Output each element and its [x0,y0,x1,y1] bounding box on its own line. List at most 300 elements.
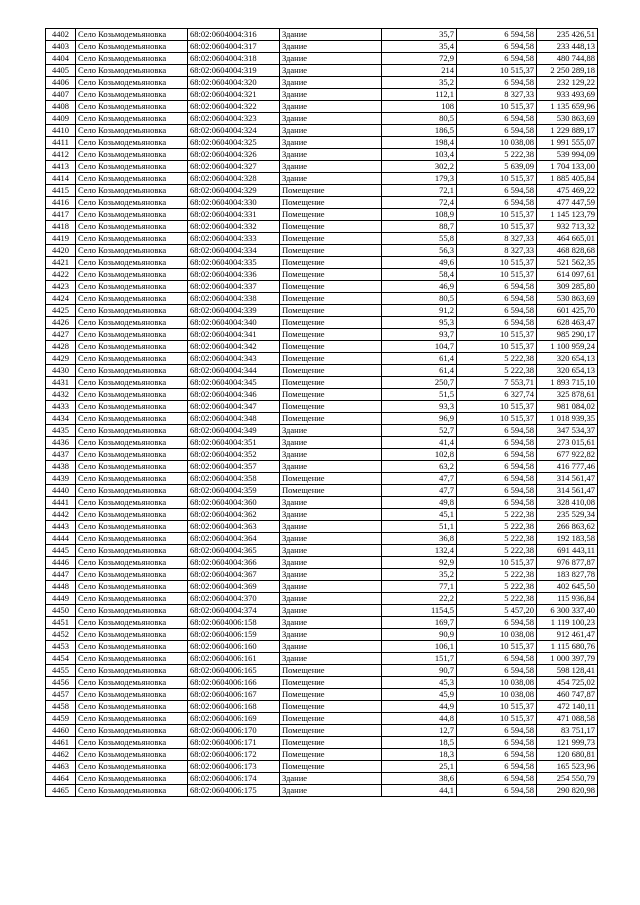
cadastral-value-cell: 314 561,47 [537,473,598,485]
object-type-cell: Здание [280,785,382,797]
row-number-cell: 4459 [46,713,76,725]
table-row [46,773,598,785]
cadastral-value-cell: 83 751,17 [537,725,598,737]
object-type-cell: Здание [280,437,382,449]
cadastral-value-cell: 539 994,09 [537,149,598,161]
cadastral-value-cell: 347 534,37 [537,425,598,437]
object-type-cell: Помещение [280,197,382,209]
specific-value-cell: 6 594,58 [457,617,537,629]
settlement-name-cell: Село Козьмодемьяновка [76,557,188,569]
specific-value-cell: 10 515,37 [457,173,537,185]
specific-value-cell: 6 594,58 [457,77,537,89]
row-number-cell: 4444 [46,533,76,545]
specific-value-cell: 6 594,58 [457,425,537,437]
row-number-cell: 4411 [46,137,76,149]
specific-value-cell: 6 594,58 [457,113,537,125]
settlement-name-cell: Село Козьмодемьяновка [76,365,188,377]
area-cell: 45,9 [382,689,457,701]
row-number-cell: 4451 [46,617,76,629]
area-cell: 96,9 [382,413,457,425]
area-cell: 95,3 [382,317,457,329]
cadastral-number-cell: 68:02:0604004:370 [188,593,280,605]
cadastral-number-cell: 68:02:0604006:168 [188,701,280,713]
row-number-cell: 4414 [46,173,76,185]
object-type-cell: Здание [280,593,382,605]
area-cell: 90,9 [382,629,457,641]
area-cell: 51,5 [382,389,457,401]
table-row [46,341,598,353]
settlement-name-cell: Село Козьмодемьяновка [76,173,188,185]
cadastral-number-cell: 68:02:0604004:322 [188,101,280,113]
object-type-cell: Здание [280,533,382,545]
cadastral-value-cell: 932 713,32 [537,221,598,233]
cadastral-value-cell: 912 461,47 [537,629,598,641]
object-type-cell: Здание [280,653,382,665]
object-type-cell: Помещение [280,329,382,341]
cadastral-value-cell: 598 128,41 [537,665,598,677]
cadastral-value-cell: 273 015,61 [537,437,598,449]
object-type-cell: Помещение [280,689,382,701]
specific-value-cell: 10 515,37 [457,641,537,653]
row-number-cell: 4453 [46,641,76,653]
settlement-name-cell: Село Козьмодемьяновка [76,89,188,101]
row-number-cell: 4426 [46,317,76,329]
table-row [46,41,598,53]
area-cell: 186,5 [382,125,457,137]
settlement-name-cell: Село Козьмодемьяновка [76,713,188,725]
cadastral-value-cell: 121 999,73 [537,737,598,749]
area-cell: 44,1 [382,785,457,797]
object-type-cell: Помещение [280,701,382,713]
cadastral-value-cell: 115 936,84 [537,593,598,605]
row-number-cell: 4438 [46,461,76,473]
cadastral-number-cell: 68:02:0604004:363 [188,521,280,533]
settlement-name-cell: Село Козьмодемьяновка [76,101,188,113]
cadastral-number-cell: 68:02:0604006:174 [188,773,280,785]
object-type-cell: Здание [280,773,382,785]
cadastral-value-cell: 530 863,69 [537,293,598,305]
object-type-cell: Здание [280,461,382,473]
table-row [46,317,598,329]
row-number-cell: 4406 [46,77,76,89]
area-cell: 92,9 [382,557,457,569]
cadastral-value-cell: 1 229 889,17 [537,125,598,137]
settlement-name-cell: Село Козьмодемьяновка [76,281,188,293]
cadastral-number-cell: 68:02:0604004:359 [188,485,280,497]
settlement-name-cell: Село Козьмодемьяновка [76,209,188,221]
area-cell: 47,7 [382,473,457,485]
cadastral-value-cell: 521 562,35 [537,257,598,269]
object-type-cell: Здание [280,509,382,521]
table-row [46,29,598,41]
settlement-name-cell: Село Козьмодемьяновка [76,617,188,629]
table-row [46,413,598,425]
settlement-name-cell: Село Козьмодемьяновка [76,689,188,701]
row-number-cell: 4461 [46,737,76,749]
area-cell: 108,9 [382,209,457,221]
specific-value-cell: 10 515,37 [457,413,537,425]
area-cell: 25,1 [382,761,457,773]
settlement-name-cell: Село Козьмодемьяновка [76,41,188,53]
cadastral-value-cell: 1 704 133,00 [537,161,598,173]
table-row [46,581,598,593]
area-cell: 56,3 [382,245,457,257]
specific-value-cell: 10 515,37 [457,713,537,725]
cadastral-number-cell: 68:02:0604006:160 [188,641,280,653]
settlement-name-cell: Село Козьмодемьяновка [76,125,188,137]
object-type-cell: Помещение [280,221,382,233]
object-type-cell: Здание [280,53,382,65]
area-cell: 35,4 [382,41,457,53]
area-cell: 102,8 [382,449,457,461]
row-number-cell: 4452 [46,629,76,641]
object-type-cell: Здание [280,77,382,89]
specific-value-cell: 5 222,38 [457,365,537,377]
cadastral-value-cell: 628 463,47 [537,317,598,329]
cadastral-number-cell: 68:02:0604004:321 [188,89,280,101]
row-number-cell: 4420 [46,245,76,257]
specific-value-cell: 6 594,58 [457,317,537,329]
table-row [46,161,598,173]
settlement-name-cell: Село Козьмодемьяновка [76,461,188,473]
object-type-cell: Здание [280,173,382,185]
specific-value-cell: 5 222,38 [457,545,537,557]
object-type-cell: Здание [280,557,382,569]
area-cell: 93,3 [382,401,457,413]
settlement-name-cell: Село Козьмодемьяновка [76,473,188,485]
object-type-cell: Здание [280,137,382,149]
table-row [46,593,598,605]
row-number-cell: 4447 [46,569,76,581]
settlement-name-cell: Село Козьмодемьяновка [76,221,188,233]
cadastral-number-cell: 68:02:0604006:171 [188,737,280,749]
cadastral-number-cell: 68:02:0604004:346 [188,389,280,401]
specific-value-cell: 10 038,08 [457,677,537,689]
specific-value-cell: 5 457,20 [457,605,537,617]
specific-value-cell: 8 327,33 [457,233,537,245]
object-type-cell: Здание [280,521,382,533]
row-number-cell: 4460 [46,725,76,737]
cadastral-number-cell: 68:02:0604006:159 [188,629,280,641]
settlement-name-cell: Село Козьмодемьяновка [76,605,188,617]
cadastral-value-cell: 976 877,87 [537,557,598,569]
table-row [46,149,598,161]
row-number-cell: 4439 [46,473,76,485]
cadastral-value-cell: 933 493,69 [537,89,598,101]
row-number-cell: 4409 [46,113,76,125]
area-cell: 38,6 [382,773,457,785]
row-number-cell: 4434 [46,413,76,425]
cadastral-value-cell: 1 135 659,96 [537,101,598,113]
table-row [46,473,598,485]
specific-value-cell: 10 515,37 [457,701,537,713]
cadastral-value-cell: 232 129,22 [537,77,598,89]
area-cell: 49,6 [382,257,457,269]
object-type-cell: Здание [280,545,382,557]
table-row [46,545,598,557]
row-number-cell: 4416 [46,197,76,209]
row-number-cell: 4443 [46,521,76,533]
area-cell: 108 [382,101,457,113]
area-cell: 72,9 [382,53,457,65]
specific-value-cell: 10 515,37 [457,221,537,233]
specific-value-cell: 6 594,58 [457,473,537,485]
cadastral-value-cell: 460 747,87 [537,689,598,701]
cadastral-number-cell: 68:02:0604006:161 [188,653,280,665]
cadastral-number-cell: 68:02:0604004:330 [188,197,280,209]
object-type-cell: Помещение [280,749,382,761]
row-number-cell: 4465 [46,785,76,797]
cadastral-number-cell: 68:02:0604004:326 [188,149,280,161]
settlement-name-cell: Село Козьмодемьяновка [76,317,188,329]
cadastral-number-cell: 68:02:0604004:351 [188,437,280,449]
table-row [46,173,598,185]
object-type-cell: Здание [280,101,382,113]
specific-value-cell: 10 515,37 [457,101,537,113]
object-type-cell: Здание [280,617,382,629]
cadastral-number-cell: 68:02:0604004:342 [188,341,280,353]
settlement-name-cell: Село Козьмодемьяновка [76,521,188,533]
settlement-name-cell: Село Козьмодемьяновка [76,749,188,761]
table-row [46,329,598,341]
cadastral-value-cell: 691 443,11 [537,545,598,557]
table-row [46,89,598,101]
specific-value-cell: 6 594,58 [457,749,537,761]
table-row [46,569,598,581]
area-cell: 22,2 [382,593,457,605]
cadastral-number-cell: 68:02:0604004:335 [188,257,280,269]
settlement-name-cell: Село Козьмодемьяновка [76,341,188,353]
cadastral-number-cell: 68:02:0604006:166 [188,677,280,689]
table-row [46,725,598,737]
cadastral-value-cell: 1 115 680,76 [537,641,598,653]
area-cell: 104,7 [382,341,457,353]
cadastral-number-cell: 68:02:0604004:331 [188,209,280,221]
cadastral-number-cell: 68:02:0604004:341 [188,329,280,341]
cadastral-value-table [45,28,598,797]
area-cell: 55,8 [382,233,457,245]
cadastral-number-cell: 68:02:0604004:349 [188,425,280,437]
cadastral-number-cell: 68:02:0604004:327 [188,161,280,173]
object-type-cell: Помещение [280,293,382,305]
row-number-cell: 4432 [46,389,76,401]
settlement-name-cell: Село Козьмодемьяновка [76,725,188,737]
cadastral-value-cell: 254 550,79 [537,773,598,785]
specific-value-cell: 10 515,37 [457,401,537,413]
area-cell: 61,4 [382,353,457,365]
object-type-cell: Помещение [280,185,382,197]
area-cell: 103,4 [382,149,457,161]
settlement-name-cell: Село Козьмодемьяновка [76,353,188,365]
table-row [46,689,598,701]
table-row [46,233,598,245]
settlement-name-cell: Село Козьмодемьяновка [76,653,188,665]
cadastral-number-cell: 68:02:0604004:319 [188,65,280,77]
cadastral-value-cell: 472 140,11 [537,701,598,713]
settlement-name-cell: Село Козьмодемьяновка [76,137,188,149]
cadastral-number-cell: 68:02:0604004:317 [188,41,280,53]
table-row [46,629,598,641]
cadastral-value-cell: 233 448,13 [537,41,598,53]
cadastral-value-cell: 530 863,69 [537,113,598,125]
area-cell: 77,1 [382,581,457,593]
specific-value-cell: 6 594,58 [457,29,537,41]
object-type-cell: Помещение [280,485,382,497]
specific-value-cell: 6 594,58 [457,437,537,449]
cadastral-number-cell: 68:02:0604004:348 [188,413,280,425]
specific-value-cell: 7 553,71 [457,377,537,389]
settlement-name-cell: Село Козьмодемьяновка [76,509,188,521]
row-number-cell: 4429 [46,353,76,365]
settlement-name-cell: Село Козьмодемьяновка [76,581,188,593]
table-row [46,377,598,389]
area-cell: 112,1 [382,89,457,101]
specific-value-cell: 10 515,37 [457,341,537,353]
area-cell: 132,4 [382,545,457,557]
cadastral-number-cell: 68:02:0604004:333 [188,233,280,245]
row-number-cell: 4405 [46,65,76,77]
cadastral-number-cell: 68:02:0604006:169 [188,713,280,725]
object-type-cell: Здание [280,41,382,53]
settlement-name-cell: Село Козьмодемьяновка [76,569,188,581]
table-row [46,461,598,473]
row-number-cell: 4449 [46,593,76,605]
cadastral-number-cell: 68:02:0604004:347 [188,401,280,413]
object-type-cell: Помещение [280,257,382,269]
cadastral-value-cell: 677 922,82 [537,449,598,461]
row-number-cell: 4427 [46,329,76,341]
area-cell: 214 [382,65,457,77]
settlement-name-cell: Село Козьмодемьяновка [76,641,188,653]
table-row [46,761,598,773]
table-row [46,653,598,665]
cadastral-number-cell: 68:02:0604004:337 [188,281,280,293]
cadastral-number-cell: 68:02:0604004:352 [188,449,280,461]
row-number-cell: 4458 [46,701,76,713]
cadastral-number-cell: 68:02:0604006:173 [188,761,280,773]
row-number-cell: 4415 [46,185,76,197]
row-number-cell: 4403 [46,41,76,53]
cadastral-value-cell: 320 654,13 [537,353,598,365]
cadastral-number-cell: 68:02:0604004:339 [188,305,280,317]
settlement-name-cell: Село Козьмодемьяновка [76,677,188,689]
cadastral-number-cell: 68:02:0604006:167 [188,689,280,701]
table-row [46,389,598,401]
specific-value-cell: 5 222,38 [457,533,537,545]
area-cell: 106,1 [382,641,457,653]
cadastral-value-cell: 120 680,81 [537,749,598,761]
area-cell: 44,8 [382,713,457,725]
area-cell: 72,1 [382,185,457,197]
settlement-name-cell: Село Козьмодемьяновка [76,305,188,317]
specific-value-cell: 6 594,58 [457,185,537,197]
table-row [46,125,598,137]
cadastral-number-cell: 68:02:0604004:365 [188,545,280,557]
cadastral-number-cell: 68:02:0604004:358 [188,473,280,485]
table-row [46,713,598,725]
area-cell: 198,4 [382,137,457,149]
specific-value-cell: 6 594,58 [457,665,537,677]
object-type-cell: Помещение [280,737,382,749]
row-number-cell: 4433 [46,401,76,413]
table-row [46,185,598,197]
specific-value-cell: 8 327,33 [457,245,537,257]
table-row [46,257,598,269]
specific-value-cell: 6 594,58 [457,125,537,137]
table-row [46,437,598,449]
cadastral-number-cell: 68:02:0604004:316 [188,29,280,41]
cadastral-number-cell: 68:02:0604004:366 [188,557,280,569]
row-number-cell: 4448 [46,581,76,593]
cadastral-number-cell: 68:02:0604004:345 [188,377,280,389]
cadastral-value-cell: 314 561,47 [537,485,598,497]
cadastral-value-cell: 601 425,70 [537,305,598,317]
cadastral-value-cell: 985 290,17 [537,329,598,341]
cadastral-number-cell: 68:02:0604004:364 [188,533,280,545]
row-number-cell: 4424 [46,293,76,305]
specific-value-cell: 6 594,58 [457,293,537,305]
object-type-cell: Помещение [280,245,382,257]
settlement-name-cell: Село Козьмодемьяновка [76,197,188,209]
specific-value-cell: 10 515,37 [457,329,537,341]
table-body [46,29,598,797]
settlement-name-cell: Село Козьмодемьяновка [76,425,188,437]
area-cell: 47,7 [382,485,457,497]
row-number-cell: 4446 [46,557,76,569]
object-type-cell: Здание [280,113,382,125]
settlement-name-cell: Село Козьмодемьяновка [76,437,188,449]
cadastral-number-cell: 68:02:0604006:165 [188,665,280,677]
settlement-name-cell: Село Козьмодемьяновка [76,701,188,713]
cadastral-number-cell: 68:02:0604004:338 [188,293,280,305]
object-type-cell: Помещение [280,677,382,689]
table-row [46,617,598,629]
settlement-name-cell: Село Козьмодемьяновка [76,53,188,65]
cadastral-value-cell: 290 820,98 [537,785,598,797]
specific-value-cell: 6 594,58 [457,449,537,461]
specific-value-cell: 6 327,74 [457,389,537,401]
settlement-name-cell: Село Козьмодемьяновка [76,377,188,389]
object-type-cell: Здание [280,497,382,509]
settlement-name-cell: Село Козьмодемьяновка [76,29,188,41]
settlement-name-cell: Село Козьмодемьяновка [76,77,188,89]
cadastral-value-cell: 6 300 337,40 [537,605,598,617]
table-row [46,245,598,257]
table-row [46,269,598,281]
settlement-name-cell: Село Козьмодемьяновка [76,185,188,197]
cadastral-number-cell: 68:02:0604004:360 [188,497,280,509]
area-cell: 302,2 [382,161,457,173]
table-row [46,665,598,677]
specific-value-cell: 10 515,37 [457,557,537,569]
specific-value-cell: 6 594,58 [457,761,537,773]
cadastral-value-cell: 1 991 555,07 [537,137,598,149]
table-row [46,101,598,113]
row-number-cell: 4421 [46,257,76,269]
specific-value-cell: 6 594,58 [457,497,537,509]
settlement-name-cell: Село Козьмодемьяновка [76,401,188,413]
cadastral-number-cell: 68:02:0604006:175 [188,785,280,797]
object-type-cell: Здание [280,89,382,101]
specific-value-cell: 6 594,58 [457,197,537,209]
table-row [46,77,598,89]
row-number-cell: 4463 [46,761,76,773]
row-number-cell: 4436 [46,437,76,449]
row-number-cell: 4430 [46,365,76,377]
specific-value-cell: 6 594,58 [457,485,537,497]
table-row [46,749,598,761]
settlement-name-cell: Село Козьмодемьяновка [76,629,188,641]
